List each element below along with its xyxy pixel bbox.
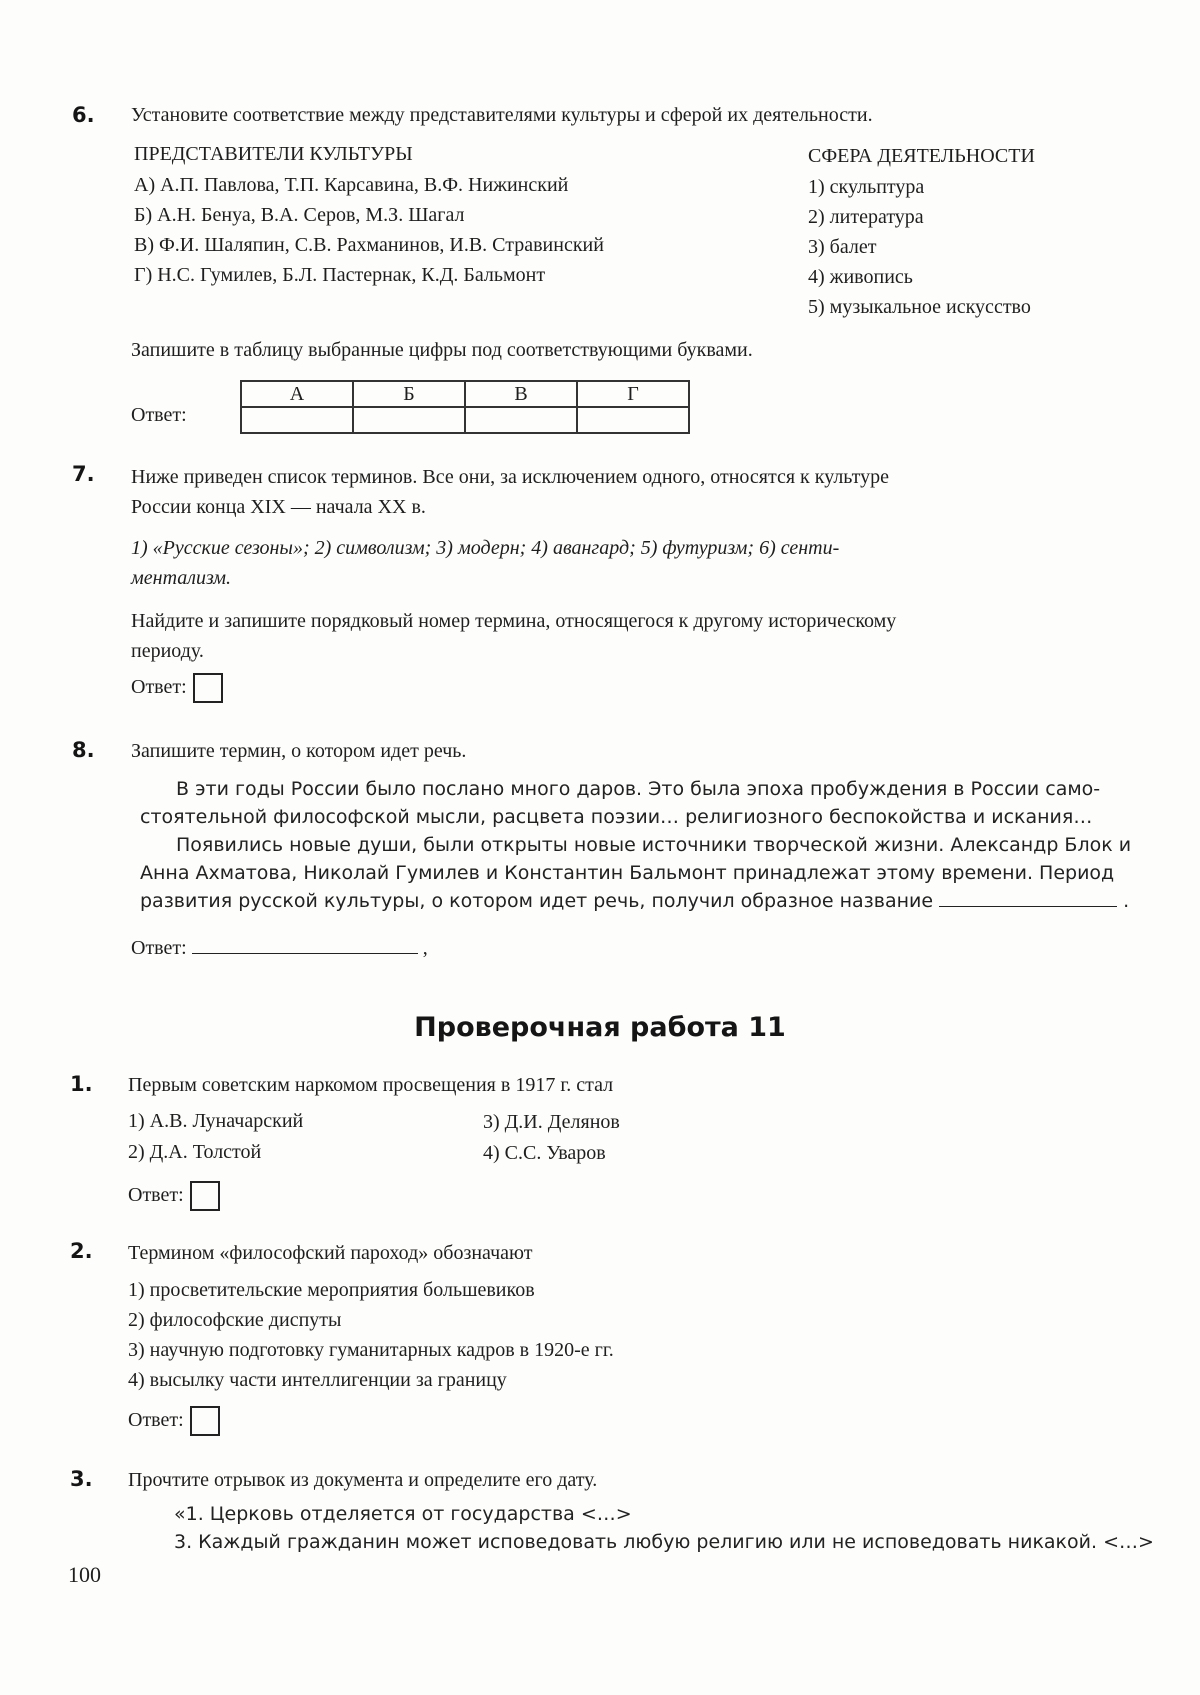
- q7-terms-line2: ментализм.: [131, 567, 232, 589]
- q6-answer-cell-a[interactable]: [241, 407, 353, 433]
- w2-answer-box[interactable]: [190, 1406, 220, 1436]
- q6-right-item-3: 3) балет: [808, 236, 877, 258]
- q6-answer-cell-v[interactable]: [465, 407, 577, 433]
- q6-answer-table: [240, 380, 690, 434]
- work-question-2-text: Термином «философский пароход» обозначают: [128, 1242, 533, 1264]
- work-question-3-text: Прочтите отрывок из документа и определите его дату.: [128, 1469, 598, 1491]
- work-question-3-number: 3.: [70, 1467, 93, 1491]
- w2-option-2: 2) философские диспуты: [128, 1309, 342, 1331]
- q8-p1-line1: В эти годы России было послано много даров. Это была эпоха пробуждения в России само-: [176, 778, 1101, 800]
- q7-instruction-line1: Найдите и запишите порядковый номер термина, относящегося к другому историческому: [131, 610, 897, 632]
- q6-instruction: Запишите в таблицу выбранные цифры под соответствующими буквами.: [131, 339, 753, 361]
- work-question-1-text: Первым советским наркомом просвещения в 1917 г. стал: [128, 1074, 614, 1096]
- q7-terms-line1: 1) «Русские сезоны»; 2) символизм; 3) модерн; 4) авангард; 5) футуризм; 6) сенти-: [131, 537, 840, 559]
- q8-p2-line3: развития русской культуры, о котором идет речь, получил образное название: [140, 890, 934, 912]
- w1-answer: [128, 1180, 220, 1211]
- w1-answer-box[interactable]: [190, 1181, 220, 1211]
- q6-answer-cell-g[interactable]: [577, 407, 689, 433]
- q6-left-item-a: А) А.П. Павлова, Т.П. Карсавина, В.Ф. Нижинский: [134, 174, 569, 196]
- w1-answer-label: Ответ:: [128, 1184, 184, 1206]
- q8-passage: [140, 775, 1140, 915]
- q7-answer-label: Ответ:: [131, 676, 187, 698]
- q8-p2-line2: Анна Ахматова, Николай Гумилев и Константин Бальмонт принадлежат этому времени. Период: [140, 862, 1115, 884]
- w1-option-1: 1) А.В. Луначарский: [128, 1110, 304, 1132]
- w1-option-4: 4) С.С. Уваров: [483, 1142, 606, 1164]
- q6-table-header-g: Г: [577, 381, 689, 407]
- question-6-number: 6.: [72, 103, 95, 127]
- q6-left-item-v: В) Ф.И. Шаляпин, С.В. Рахманинов, И.В. Стравинский: [134, 234, 604, 256]
- w1-option-3: 3) Д.И. Делянов: [483, 1111, 620, 1133]
- section-title: Проверочная работа 11: [414, 1012, 786, 1043]
- q7-answer: [131, 672, 223, 703]
- w3-doc-line2: 3. Каждый гражданин может исповедовать любую религию или не исповедовать никакой. <…>: [174, 1531, 1154, 1553]
- q6-left-item-b: Б) А.Н. Бенуа, В.А. Серов, М.З. Шагал: [134, 204, 465, 226]
- w2-option-3: 3) научную подготовку гуманитарных кадров в 1920-е гг.: [128, 1339, 614, 1361]
- q6-left-header: ПРЕДСТАВИТЕЛИ КУЛЬТУРЫ: [134, 143, 413, 165]
- q6-right-list: [808, 172, 1031, 322]
- q7-text-line2: России конца XIX — начала XX в.: [131, 496, 426, 518]
- q6-table-header-v: В: [465, 381, 577, 407]
- q6-table-header-b: Б: [353, 381, 465, 407]
- q6-right-header: СФЕРА ДЕЯТЕЛЬНОСТИ: [808, 145, 1035, 167]
- w3-document-excerpt: [174, 1500, 1154, 1556]
- q7-text-line1: Ниже приведен список терминов. Все они, за исключением одного, относятся к культуре: [131, 466, 890, 488]
- q6-right-item-1: 1) скульптура: [808, 176, 925, 198]
- q8-answer: Ответ: ,: [131, 937, 428, 959]
- q6-answer-label: Ответ:: [131, 404, 187, 426]
- q8-p2-line1: Появились новые души, были открыты новые источники творческой жизни. Александр Блок и: [176, 834, 1132, 856]
- w2-option-1: 1) просветительские мероприятия большевиков: [128, 1279, 535, 1301]
- question-6-text: Установите соответствие между представителями культуры и сферой их деятельности.: [131, 104, 873, 126]
- q6-right-item-2: 2) литература: [808, 206, 924, 228]
- w2-options: [128, 1275, 614, 1395]
- work-question-1-number: 1.: [70, 1072, 93, 1096]
- q8-p1-line2: стоятельной философской мысли, расцвета поэзии… религиозного беспокойства и искания…: [140, 806, 1093, 828]
- page-number: 100: [68, 1562, 101, 1587]
- q7-instruction-line2: периоду.: [131, 640, 204, 662]
- q6-left-item-g: Г) Н.С. Гумилев, Б.Л. Пастернак, К.Д. Бальмонт: [134, 264, 546, 286]
- w3-doc-line1: «1. Церковь отделяется от государства <…>: [174, 1503, 632, 1525]
- q8-answer-label: Ответ:: [131, 937, 187, 959]
- question-7-number: 7.: [72, 462, 95, 486]
- q7-answer-box[interactable]: [193, 673, 223, 703]
- q6-right-item-5: 5) музыкальное искусство: [808, 296, 1031, 318]
- w2-answer: [128, 1405, 220, 1436]
- q8-inline-blank: [939, 906, 1117, 907]
- q8-p2-line3-row: развития русской культуры, о котором идет речь, получил образное название .: [140, 890, 1130, 912]
- question-8-number: 8.: [72, 738, 95, 762]
- q6-left-list: [134, 170, 604, 290]
- q8-answer-line[interactable]: [192, 953, 418, 954]
- question-7-text: [131, 462, 889, 522]
- question-8-text: Запишите термин, о котором идет речь.: [131, 740, 467, 762]
- q6-answer-cell-b[interactable]: [353, 407, 465, 433]
- work-question-2-number: 2.: [70, 1239, 93, 1263]
- w2-answer-label: Ответ:: [128, 1409, 184, 1431]
- q6-table-header-a: А: [241, 381, 353, 407]
- q6-right-item-4: 4) живопись: [808, 266, 913, 288]
- w1-option-2: 2) Д.А. Толстой: [128, 1141, 262, 1163]
- w2-option-4: 4) высылку части интеллигенции за границу: [128, 1369, 507, 1391]
- q7-instruction: [131, 606, 896, 666]
- q7-terms: [131, 533, 839, 593]
